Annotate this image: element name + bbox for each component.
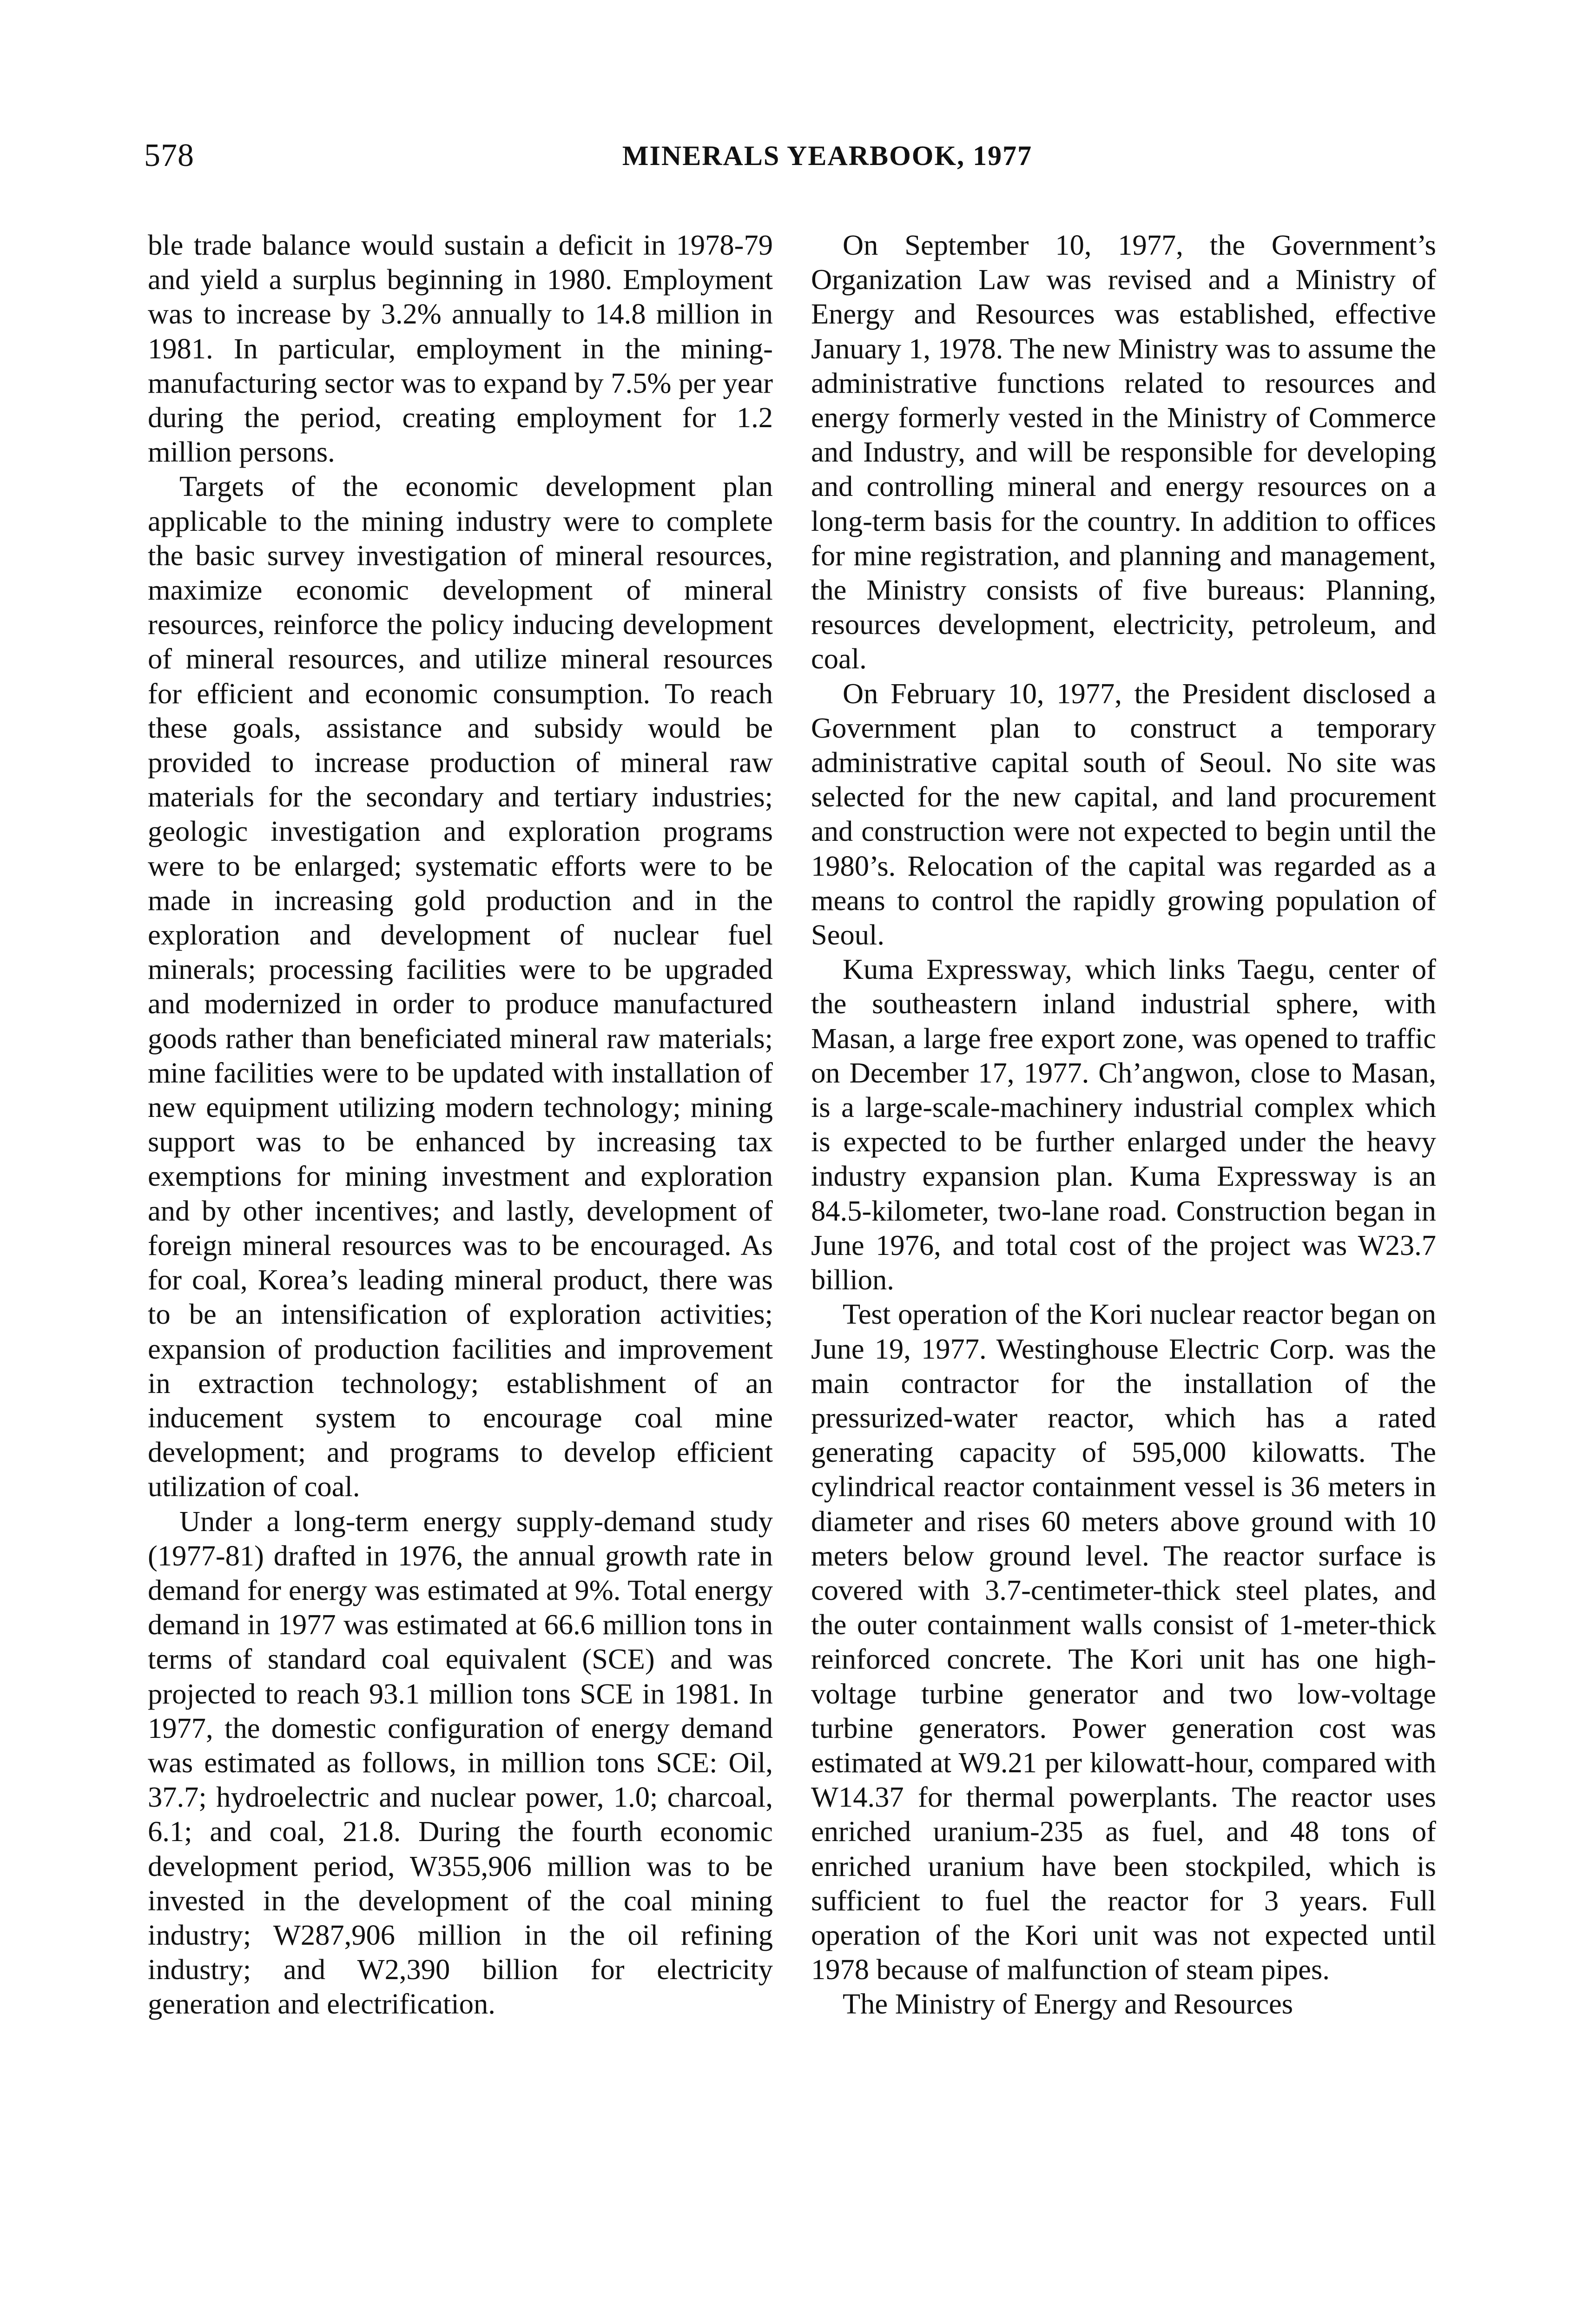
paragraph: Targets of the economic development plan applicable to the mining industry were to complete the basic survey investigation of mineral resources, maximize economic development of mineral resources, reinforce the policy inducing development of mineral resources, and utilize mineral resources for efficient and economic consumption. To reach these goals, assistance and subsidy would be provided to increase production of mineral raw materials for the secondary and tertiary industries; geologic investigation and exploration programs were to be enlarged; systematic efforts were to be made in increasing gold production and in the exploration and development of nuclear fuel minerals; processing facilities were to be upgraded and modernized in order to produce manufactured goods rather than beneficiated mineral raw materials; mine facilities were to be updated with installation of new equipment utilizing modern technology; mining support was to be enhanced by increasing tax exemptions for mining investment and exploration and by other incentives; and lastly, development of foreign mineral resources was to be encouraged. As for coal, Korea’s leading mineral product, there was to be an intensification of exploration activities; expansion of production facilities and improvement in extraction technology; establishment of an inducement system to encourage coal mine development; and programs to develop efficient utilization of coal. (148, 470, 773, 1503)
left-column (148, 228, 773, 2021)
paragraph: Kuma Expressway, which links Taegu, center of the southeastern inland industrial sphere, with Masan, a large free export zone, was opened to traffic on December 17, 1977. Ch’angwon, close to Masan, is a large-scale-machinery industrial complex which is expected to be further enlarged under the heavy industry expansion plan. Kuma Expressway is an 84.5-kilometer, two-lane road. Construction began in June 1976, and total cost of the project was W23.7 billion. (811, 953, 1436, 1296)
paragraph: The Ministry of Energy and Resources (843, 1987, 1293, 2020)
right-column (811, 228, 1436, 2021)
running-title: MINERALS YEARBOOK, 1977 (622, 140, 1033, 171)
paragraph: Test operation of the Kori nuclear reactor began on June 19, 1977. Westinghouse Electric Corp. was the main contractor for the installation of the pressurized-water reactor, which has a rated generating capacity of 595,000 kilowatts. The cylindrical reactor containment vessel is 36 meters in diameter and rises 60 meters above ground with 10 meters below ground level. The reactor surface is covered with 3.7-centimeter-thick steel plates, and the outer containment walls consist of 1-meter-thick reinforced concrete. The Kori unit has one high-voltage turbine generator and two low-voltage turbine generators. Power generation cost was estimated at W9.21 per kilowatt-hour, compared with W14.37 for thermal powerplants. The reactor uses enriched uranium-235 as fuel, and 48 tons of enriched uranium have been stockpiled, which is sufficient to fuel the reactor for 3 years. Full operation of the Kori unit was not expected until 1978 because of malfunction of steam pipes. (811, 1298, 1436, 1986)
paragraph: ble trade balance would sustain a deficit in 1978-79 and yield a surplus beginning in 1980. Employment was to increase by 3.2% annually to 14.8 million in 1981. In particular, employment in the mining-manufacturing sector was to expand by 7.5% per year during the period, creating employment for 1.2 million persons. (148, 229, 773, 469)
paragraph: On February 10, 1977, the President disclosed a Government plan to construct a temporary administrative capital south of Seoul. No site was selected for the new capital, and land procurement and construction were not expected to begin until the 1980’s. Relocation of the capital was regarded as a means to control the rapidly growing population of Seoul. (811, 677, 1436, 951)
paragraph: Under a long-term energy supply-demand study (1977-81) drafted in 1976, the annual growth rate in demand for energy was estimated at 9%. Total energy demand in 1977 was estimated at 66.6 million tons in terms of standard coal equivalent (SCE) and was projected to reach 93.1 million tons SCE in 1981. In 1977, the domestic configuration of energy demand was estimated as follows, in million tons SCE: Oil, 37.7; hydroelectric and nuclear power, 1.0; charcoal, 6.1; and coal, 21.8. During the fourth economic development period, W355,906 million was to be invested in the development of the coal mining industry; W287,906 million in the oil refining industry; and W2,390 billion for electricity generation and electrification. (148, 1505, 773, 2020)
page-number: 578 (144, 138, 194, 173)
paragraph: On September 10, 1977, the Government’s Organization Law was revised and a Ministry of Energy and Resources was established, effective January 1, 1978. The new Ministry was to assume the administrative functions related to resources and energy formerly vested in the Ministry of Commerce and Industry, and will be responsible for developing and controlling mineral and energy resources on a long-term basis for the country. In addition to offices for mine registration, and planning and management, the Ministry consists of five bureaus: Planning, resources development, electricity, petroleum, and coal. (811, 229, 1436, 675)
page-header (144, 135, 1436, 177)
